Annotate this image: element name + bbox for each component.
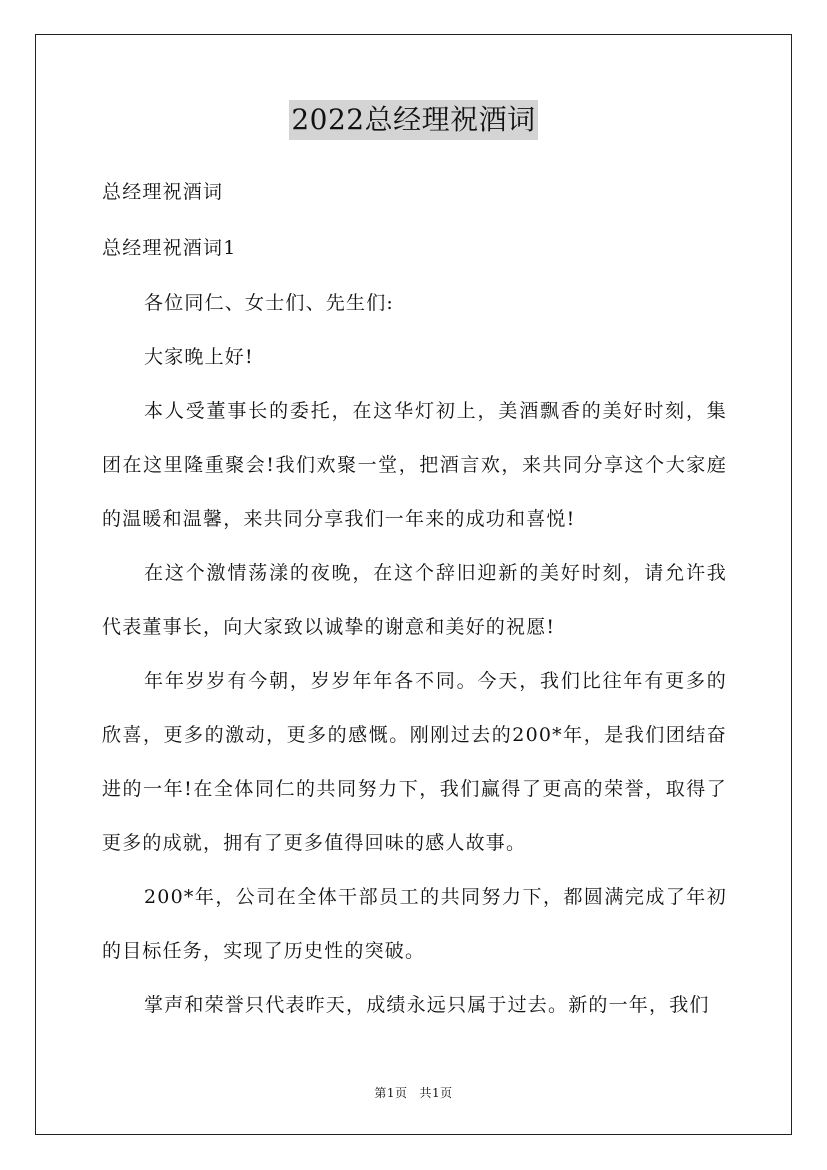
paragraph-salutation: 大家晚上好! xyxy=(144,346,254,368)
section-heading: 总经理祝酒词1 xyxy=(102,237,237,259)
paragraph-greeting: 各位同仁、女士们、先生们: xyxy=(144,292,395,314)
body-text xyxy=(102,276,727,1032)
document-title: 2022总经理祝酒词 xyxy=(289,100,537,140)
paragraph-body-5: 掌声和荣誉只代表昨天，成绩永远只属于过去。新的一年，我们 xyxy=(144,994,710,1016)
page-number: 第1页 xyxy=(374,1086,408,1100)
paragraph-body-4: 200*年，公司在全体干部员工的共同努力下，都圆满完成了年初的目标任务，实现了历史性的突破。 xyxy=(102,886,727,962)
document-subtitle: 总经理祝酒词 xyxy=(102,181,224,203)
document-subtitle-block xyxy=(102,178,727,206)
paragraph-body-1: 本人受董事长的委托，在这华灯初上，美酒飘香的美好时刻，集团在这里隆重聚会!我们欢聚一堂，把酒言欢，来共同分享这个大家庭的温暖和温馨，来共同分享我们一年来的成功和喜悦! xyxy=(102,400,727,530)
paragraph-body-3: 年年岁岁有今朝，岁岁年年各不同。今天，我们比往年有更多的欣喜，更多的激动，更多的感慨。刚刚过去的200*年，是我们团结奋进的一年!在全体同仁的共同努力下，我们赢得了更高的荣誉，取得了更多的成就，拥有了更多值得回味的感人故事。 xyxy=(102,670,727,854)
title-container xyxy=(0,100,827,140)
paragraph-body-2: 在这个激情荡漾的夜晚，在这个辞旧迎新的美好时刻，请允许我代表董事长，向大家致以诚挚的谢意和美好的祝愿! xyxy=(102,562,727,638)
page-footer xyxy=(0,1084,827,1101)
section-heading-block xyxy=(102,234,727,262)
page-total: 共1页 xyxy=(419,1086,453,1100)
